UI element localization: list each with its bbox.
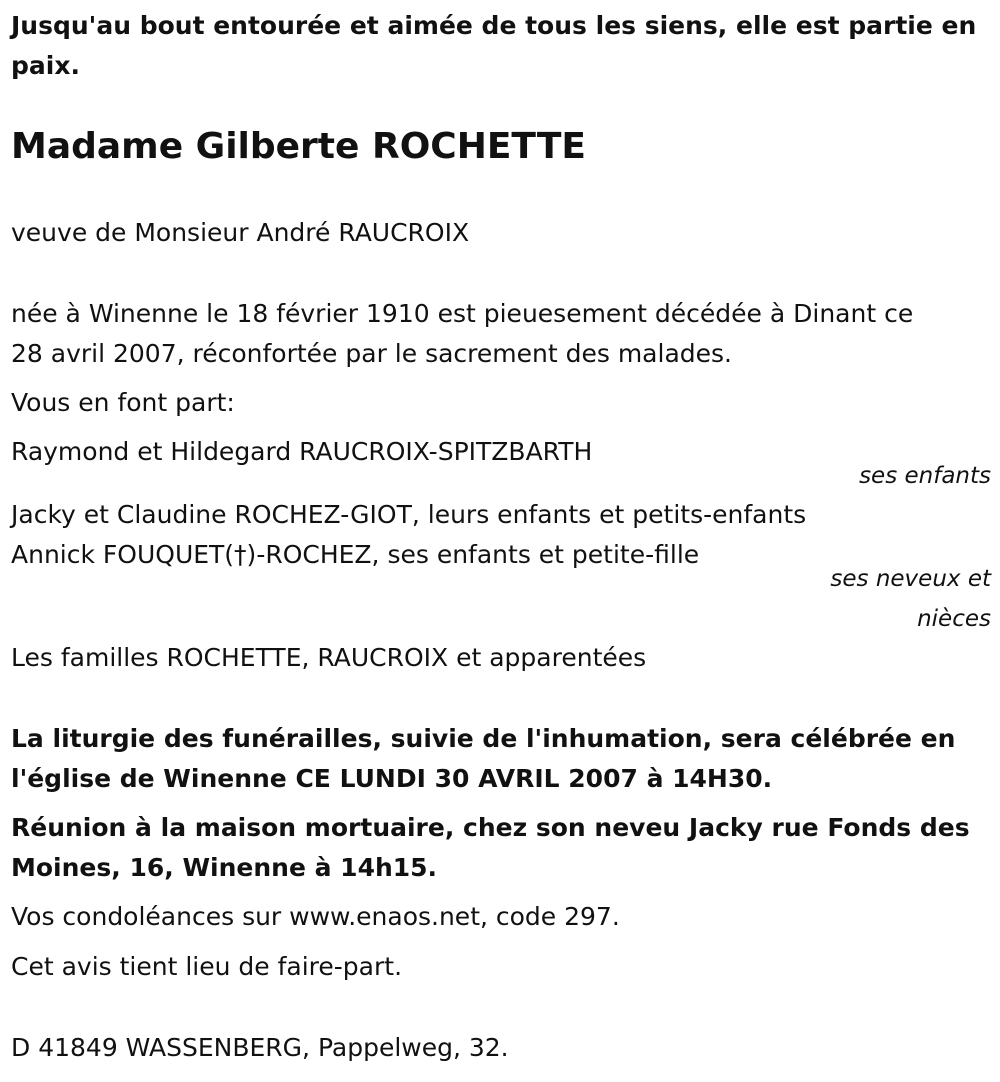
children-label: ses enfants [859, 463, 991, 489]
announce-text: Vous en font part: [11, 388, 235, 417]
nephew-line-1: Jacky et Claudine ROCHEZ-GIOT, leurs enfants et petits-enfants [11, 500, 807, 529]
meeting-line-2: Moines, 16, Winenne à 14h15. [11, 853, 438, 882]
birth-death-line-2: 28 avril 2007, réconfortée par le sacrement des malades. [11, 339, 732, 368]
funeral-line-2: l'église de Winenne CE LUNDI 30 AVRIL 2007 à 14H30. [11, 764, 773, 793]
nephews-label-2: nièces [917, 606, 991, 632]
intro-line-2: paix. [11, 51, 80, 80]
widow-of: veuve de Monsieur André RAUCROIX [11, 218, 470, 247]
deceased-name: Madame Gilberte ROCHETTE [11, 126, 586, 167]
address-text: D 41849 WASSENBERG, Pappelweg, 32. [11, 1033, 509, 1062]
birth-death-line-1: née à Winenne le 18 février 1910 est pieuesement décédée à Dinant ce [11, 299, 914, 328]
nephews-label-1: ses neveux et [830, 566, 991, 592]
notice-text: Cet avis tient lieu de faire-part. [11, 952, 403, 981]
condolences-text: Vos condoléances sur www.enaos.net, code 297. [11, 902, 620, 931]
families-text: Les familles ROCHETTE, RAUCROIX et apparentées [11, 643, 647, 672]
meeting-line-1: Réunion à la maison mortuaire, chez son neveu Jacky rue Fonds des [11, 813, 970, 842]
nephew-line-2: Annick FOUQUET(†)-ROCHEZ, ses enfants et petite-fille [11, 540, 700, 569]
intro-line-1: Jusqu'au bout entourée et aimée de tous les siens, elle est partie en [11, 11, 977, 40]
funeral-line-1: La liturgie des funérailles, suivie de l'inhumation, sera célébrée en [11, 724, 956, 753]
children-names: Raymond et Hildegard RAUCROIX-SPITZBARTH [11, 437, 593, 466]
